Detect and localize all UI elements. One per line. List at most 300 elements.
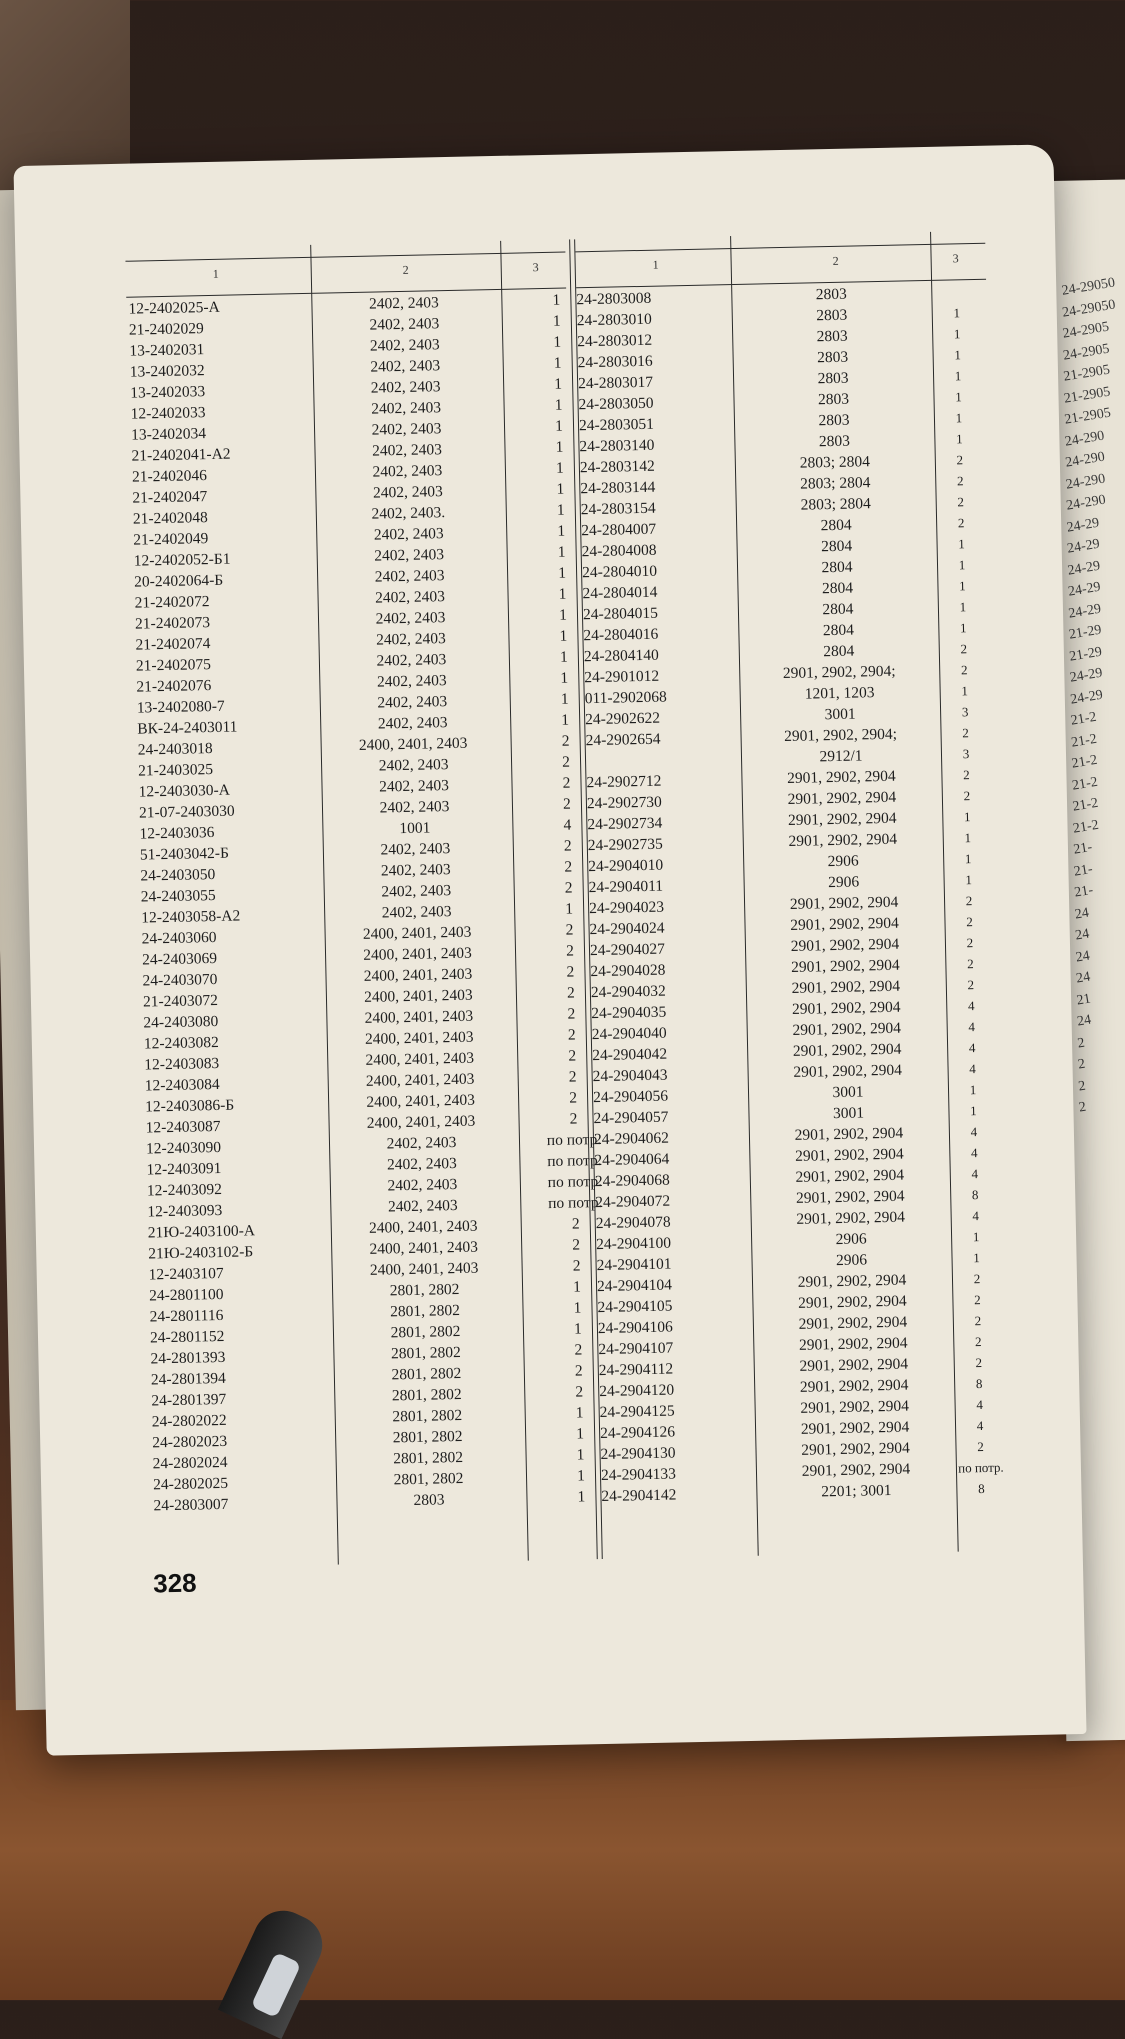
- quantity: 8: [975, 1376, 983, 1392]
- book-page: [13, 144, 1086, 1755]
- quantity: 4: [563, 816, 572, 834]
- part-code: 24-2902730: [586, 793, 663, 813]
- quantity: 1: [556, 501, 565, 519]
- part-code: 21-2402074: [135, 635, 211, 654]
- section-ref: 2400, 2401, 2403: [364, 1028, 474, 1048]
- next-page-fragment: 21-2905: [1063, 405, 1112, 428]
- part-code: 24-2904040: [591, 1024, 667, 1044]
- section-ref: 2901, 2902, 2904;: [782, 662, 896, 683]
- section-ref: 2901, 2902, 2904: [791, 977, 901, 997]
- section-ref: 2400, 2401, 2403: [366, 1091, 476, 1111]
- part-code: 24-2804007: [581, 520, 657, 540]
- next-page-fragment: 24-29050: [1061, 296, 1117, 321]
- quantity: 3: [962, 746, 970, 762]
- section-ref: 2402, 2403: [372, 462, 443, 481]
- quantity: по потр.: [547, 1172, 603, 1192]
- part-code: 24-2904028: [590, 961, 666, 981]
- part-code: 12-2403082: [143, 1033, 219, 1053]
- section-ref: 2804: [821, 558, 853, 577]
- section-ref: 2402, 2403: [374, 546, 445, 565]
- part-code: 12-2402025-А: [128, 298, 220, 318]
- part-code: 24-2904105: [597, 1297, 673, 1317]
- section-ref: 2400, 2401, 2403: [365, 1070, 475, 1090]
- section-ref: 2901, 2902, 2904: [796, 1208, 906, 1228]
- quantity: 2: [567, 1005, 576, 1023]
- section-ref: 2803: [816, 306, 848, 325]
- part-code: 12-2403086-Б: [145, 1096, 235, 1116]
- section-ref: 2402, 2403.: [371, 504, 446, 523]
- quantity: 1: [963, 809, 971, 825]
- part-code: 24-2904100: [596, 1234, 672, 1254]
- quantity: 1: [573, 1299, 582, 1317]
- quantity: 2: [569, 1089, 578, 1107]
- section-ref: 3001: [824, 705, 856, 724]
- part-code: 21-2402075: [135, 656, 212, 675]
- part-code: 24-2904056: [592, 1087, 669, 1107]
- quantity: 1: [972, 1229, 980, 1245]
- section-ref: 2901, 2902, 2904: [801, 1460, 911, 1480]
- quantity: 1: [953, 326, 961, 342]
- section-ref: 2803: [817, 369, 849, 388]
- quantity: 1: [573, 1320, 582, 1338]
- section-ref: 2901, 2902, 2904: [790, 914, 899, 934]
- quantity: 1: [964, 830, 972, 846]
- section-ref: 2912/1: [819, 747, 863, 766]
- quantity: 4: [970, 1124, 978, 1140]
- next-page-fragment: 24: [1073, 905, 1091, 923]
- next-page-fragment: 24-29: [1067, 579, 1102, 600]
- quantity: 2: [565, 942, 575, 960]
- next-page-fragment: 2: [1077, 1099, 1088, 1116]
- quantity: 4: [976, 1418, 984, 1434]
- part-code: 21-2402041-А2: [131, 445, 231, 465]
- next-page-fragment: 24-29: [1065, 515, 1101, 536]
- next-page-fragment: 2: [1077, 1078, 1087, 1095]
- section-ref: 2402, 2403: [378, 777, 450, 796]
- quantity: 1: [554, 396, 563, 414]
- section-ref: 2901, 2902, 2904: [787, 767, 896, 787]
- quantity: по потр.: [547, 1151, 602, 1171]
- part-code: 24-2801116: [149, 1306, 224, 1326]
- part-code: 24-2902654: [585, 730, 661, 750]
- quantity: по потр.: [547, 1193, 603, 1213]
- section-ref: 2801, 2802: [393, 1469, 464, 1489]
- quantity: 2: [963, 767, 970, 783]
- section-ref: 2801, 2802: [391, 1385, 462, 1405]
- section-ref: 2803; 2804: [799, 453, 871, 472]
- part-code: 24-2403069: [141, 949, 218, 969]
- quantity: 1: [575, 1404, 584, 1422]
- quantity: 1: [965, 872, 973, 888]
- section-ref: 2402, 2403: [387, 1196, 458, 1216]
- next-page-fragment: 24-290: [1064, 471, 1107, 493]
- section-ref: 2801, 2802: [390, 1343, 461, 1363]
- part-code: 12-2403093: [147, 1201, 223, 1221]
- quantity: 1: [964, 851, 972, 867]
- section-ref: 2402, 2403: [369, 336, 440, 355]
- quantity: 2: [561, 732, 570, 750]
- part-code: 24-2803144: [580, 478, 656, 498]
- part-code: 24-2902734: [587, 814, 663, 834]
- section-ref: 2402, 2403: [369, 315, 440, 334]
- quantity: 1: [554, 417, 564, 435]
- next-page-fragment: 24-2905: [1062, 340, 1111, 364]
- quantity: 4: [968, 1019, 976, 1035]
- quantity: 1: [577, 1488, 586, 1506]
- quantity: 1: [557, 543, 566, 561]
- quantity: 2: [963, 788, 971, 804]
- right-section-column: [736, 282, 951, 1504]
- section-ref: 2803: [817, 390, 850, 409]
- next-page-fragment: 24-29: [1067, 601, 1103, 622]
- quantity: 1: [576, 1467, 586, 1485]
- section-ref: 2801, 2802: [392, 1406, 463, 1426]
- part-code: 24-2904078: [595, 1213, 671, 1233]
- section-ref: 2906: [835, 1230, 867, 1249]
- next-page-fragment: 21-2: [1070, 752, 1099, 772]
- section-ref: 2803; 2804: [800, 474, 871, 493]
- part-code: 24-2803154: [580, 499, 656, 519]
- section-ref: 2901, 2902, 2904: [798, 1313, 908, 1333]
- quantity: 4: [970, 1145, 978, 1161]
- quantity: 2: [960, 662, 968, 678]
- section-ref: 2402, 2403: [387, 1175, 458, 1195]
- part-code: 21-2402046: [131, 467, 208, 486]
- part-code: 12-2403058-А2: [141, 907, 241, 927]
- part-code: 24-2403018: [137, 740, 213, 759]
- part-code: 24-2403080: [143, 1012, 219, 1032]
- quantity: 2: [965, 893, 973, 909]
- section-ref: 2402, 2403: [368, 294, 439, 313]
- quantity: 2: [564, 879, 573, 897]
- section-ref: 2901, 2902, 2904: [790, 956, 900, 976]
- quantity: 1: [559, 627, 568, 645]
- part-code: 24-2904072: [595, 1192, 671, 1212]
- next-page-fragment: 21-2: [1071, 774, 1099, 794]
- quantity: 2: [977, 1439, 984, 1455]
- section-ref: 2901, 2902, 2904: [799, 1355, 909, 1375]
- part-code: 12-2403107: [148, 1264, 224, 1284]
- section-ref: 2400, 2401, 2403: [363, 965, 473, 985]
- header-col-2: 2: [402, 262, 409, 277]
- part-code: 24-2801394: [150, 1369, 227, 1389]
- part-code: 24-2904125: [599, 1402, 675, 1422]
- page-number: 328: [152, 1567, 197, 1599]
- section-ref: 3001: [832, 1083, 864, 1102]
- part-code: 12-2402052-Б1: [133, 550, 231, 570]
- section-ref: 2803: [816, 327, 848, 346]
- next-page-fragment: 21-: [1072, 861, 1094, 880]
- section-ref: 2801, 2802: [391, 1364, 462, 1384]
- section-ref: 2402, 2403: [379, 798, 450, 817]
- next-page-fragment: 21-2: [1069, 709, 1098, 729]
- section-ref: 2402, 2403: [381, 903, 452, 922]
- quantity: 2: [567, 1026, 576, 1044]
- quantity: 4: [967, 998, 975, 1014]
- section-ref: 2402, 2403: [370, 378, 441, 397]
- quantity: 2: [565, 921, 574, 939]
- part-code: 24-2904064: [594, 1150, 670, 1170]
- part-code: 24-2803142: [579, 457, 655, 477]
- part-code: 21-2402048: [132, 509, 208, 528]
- part-code: 12-2403030-А: [138, 781, 231, 801]
- section-ref: 2901, 2902, 2904: [789, 893, 899, 913]
- next-page-fragment: 24-290: [1063, 428, 1106, 450]
- next-page-fragments: [1060, 275, 1125, 1119]
- section-ref: 2402, 2403: [386, 1134, 457, 1153]
- part-code: 24-2904062: [593, 1129, 670, 1149]
- part-code: 24-2902712: [586, 772, 662, 792]
- section-ref: 2801, 2802: [390, 1322, 461, 1342]
- section-ref: 2400, 2401, 2403: [368, 1217, 478, 1237]
- section-ref: 2402, 2403: [375, 588, 446, 607]
- quantity: 2: [956, 452, 964, 468]
- section-ref: 2402, 2403: [370, 357, 441, 376]
- section-ref: 2402, 2403: [380, 861, 451, 880]
- part-code: 24-2801100: [148, 1285, 224, 1305]
- quantity: 1: [558, 564, 567, 582]
- section-ref: 2402, 2403: [375, 609, 446, 628]
- next-page-fragment: 21: [1075, 991, 1092, 1009]
- quantity: 1: [576, 1446, 585, 1464]
- quantity: 4: [971, 1166, 979, 1182]
- quantity: 2: [974, 1313, 982, 1329]
- next-page-fragment: 24: [1074, 948, 1091, 966]
- quantity: 2: [571, 1215, 580, 1233]
- next-page-fragment: 24-290: [1064, 449, 1106, 471]
- next-page-fragment: 24-29: [1066, 536, 1101, 557]
- part-code: 24-2403050: [140, 865, 216, 885]
- quantity: 1: [954, 368, 962, 384]
- quantity: 2: [962, 725, 969, 741]
- part-code: 24-2802024: [152, 1453, 228, 1473]
- part-code: 24-2904133: [600, 1465, 677, 1485]
- part-code: 24-2904032: [590, 982, 666, 1002]
- quantity: 2: [967, 977, 975, 993]
- quantity: 2: [569, 1110, 578, 1128]
- section-ref: 3001: [832, 1104, 865, 1123]
- part-code: 24-2904027: [589, 940, 666, 960]
- section-ref: 2901, 2902, 2904: [792, 1019, 902, 1039]
- section-ref: 1001: [399, 819, 431, 838]
- quantity: 1: [955, 389, 962, 405]
- quantity: 2: [973, 1271, 981, 1287]
- quantity: 2: [974, 1292, 981, 1308]
- part-code: 12-2403091: [146, 1159, 222, 1179]
- section-ref: 2901, 2902, 2904: [791, 998, 901, 1018]
- part-code: 24-2804016: [583, 625, 659, 645]
- quantity: 1: [959, 620, 967, 636]
- quantity: 1: [558, 606, 568, 624]
- quantity: 1: [954, 347, 962, 363]
- next-page-fragment: 21-2: [1071, 795, 1100, 815]
- quantity: 1: [961, 683, 969, 699]
- part-code: 24-2804014: [582, 583, 658, 603]
- quantity: 8: [971, 1187, 979, 1203]
- section-ref: 2804: [820, 516, 852, 535]
- quantity: 8: [977, 1481, 985, 1497]
- part-code: 24-2803017: [577, 373, 654, 393]
- part-code: 24-2904106: [597, 1318, 674, 1338]
- quantity: 2: [568, 1047, 577, 1065]
- part-code: 21-2403025: [137, 761, 214, 780]
- quantity: 1: [969, 1082, 977, 1098]
- section-ref: 2901, 2902, 2904: [787, 809, 897, 829]
- quantity: 1: [959, 578, 966, 594]
- part-code: 24-2904126: [599, 1423, 676, 1443]
- quantity: по потр.: [546, 1130, 602, 1150]
- next-page-fragment: 24: [1074, 926, 1091, 944]
- section-ref: 2400, 2401, 2403: [364, 1007, 474, 1027]
- part-code: 24-2904104: [596, 1276, 673, 1296]
- section-ref: 2901, 2902, 2904: [797, 1271, 907, 1291]
- section-ref: 2901, 2902, 2904: [793, 1061, 903, 1081]
- part-code: 21-2402029: [128, 320, 205, 339]
- part-code: 24-2804015: [582, 604, 659, 624]
- part-code: 21-2402049: [133, 530, 209, 549]
- quantity: 1: [973, 1250, 980, 1266]
- part-code: 24-2902622: [585, 709, 661, 729]
- quantity: 1: [559, 648, 568, 666]
- part-code: 24-2901012: [584, 667, 660, 687]
- section-ref: 2400, 2401, 2403: [363, 944, 472, 964]
- next-page-fragment: 2: [1076, 1056, 1087, 1073]
- part-code: 24-2904112: [598, 1360, 674, 1380]
- quantity: 4: [968, 1040, 976, 1056]
- part-code: 24-2904057: [593, 1108, 669, 1128]
- section-ref: 2901, 2902, 2904: [795, 1187, 905, 1207]
- section-ref: 2402, 2403: [373, 525, 444, 544]
- part-code: 12-2403092: [146, 1180, 223, 1200]
- part-code: 24-2803050: [578, 394, 654, 414]
- part-code: 24-2803010: [576, 310, 652, 330]
- part-code: 24-2904101: [596, 1255, 672, 1275]
- section-ref: 2803: [413, 1491, 445, 1509]
- part-code: 24-2802025: [152, 1474, 229, 1494]
- part-code: 24-2801152: [149, 1327, 225, 1347]
- part-code: 24-2803016: [577, 352, 653, 372]
- part-code: 24-2403070: [142, 970, 218, 990]
- part-code: ВК-24-2403011: [137, 718, 238, 738]
- next-page-fragment: 24-290: [1065, 492, 1107, 514]
- part-code: 24-2403060: [141, 928, 217, 948]
- next-page-fragment: 21-2: [1072, 817, 1100, 837]
- part-code: 12-2403084: [144, 1075, 220, 1095]
- section-ref: 2402, 2403: [375, 630, 447, 649]
- quantity: [931, 281, 981, 303]
- section-ref: 2901, 2902, 2904: [799, 1376, 909, 1396]
- part-code: 12-2402033: [130, 404, 206, 423]
- part-code: 51-2403042-Б: [139, 844, 230, 864]
- part-code: 24-2904130: [600, 1444, 676, 1464]
- quantity: 2: [562, 795, 572, 813]
- section-ref: 1201, 1203: [804, 684, 875, 703]
- part-code: 24-2803012: [577, 331, 653, 351]
- quantity: 1: [560, 669, 569, 687]
- section-ref: 2402, 2403: [371, 420, 442, 439]
- quantity: 4: [976, 1397, 984, 1413]
- section-ref: 2906: [827, 873, 860, 892]
- part-code: 21-2402047: [132, 488, 208, 507]
- section-ref: 2801, 2802: [393, 1448, 464, 1468]
- part-code: 24-2904120: [599, 1381, 675, 1401]
- part-code: 12-2403036: [139, 824, 215, 843]
- section-ref: 2400, 2401, 2403: [364, 986, 473, 1006]
- section-ref: 2400, 2401, 2403: [366, 1112, 476, 1132]
- part-code: 21-2403072: [142, 991, 219, 1011]
- quantity: 1: [970, 1103, 977, 1119]
- part-code: 011-2902068: [584, 688, 667, 708]
- quantity: 2: [574, 1341, 583, 1359]
- section-ref: 2402, 2403: [377, 693, 448, 712]
- section-ref: 2402, 2403: [377, 714, 448, 733]
- part-code: 24-2804140: [583, 646, 659, 666]
- part-code: 24-2803051: [578, 415, 655, 435]
- part-code: 24-2803008: [576, 289, 652, 309]
- left-section-column: [316, 291, 516, 1512]
- quantity: 2: [957, 515, 965, 531]
- part-code: 24-2902735: [587, 835, 663, 855]
- part-code: 24-2804010: [581, 562, 658, 582]
- section-ref: 2804: [822, 600, 854, 619]
- quantity: 2: [563, 837, 572, 855]
- quantity: 2: [960, 641, 968, 657]
- quantity: 1: [953, 305, 961, 321]
- quantity: 2: [568, 1068, 577, 1086]
- quantity: 1: [556, 480, 565, 498]
- section-ref: 2901, 2902, 2904: [792, 1040, 902, 1060]
- part-code: 24-2904068: [594, 1171, 670, 1191]
- section-ref: 2400, 2401, 2403: [362, 923, 472, 943]
- quantity: 1: [552, 312, 561, 330]
- part-code: 13-2402080-7: [136, 697, 225, 717]
- quantity: 1: [558, 585, 567, 603]
- section-ref: 2801, 2802: [389, 1280, 460, 1300]
- section-ref: 2804: [822, 621, 855, 640]
- section-ref: 2901, 2902, 2904: [798, 1292, 907, 1312]
- quantity: 2: [562, 774, 571, 792]
- section-ref: 2803: [818, 432, 851, 451]
- part-code: 12-2403090: [145, 1138, 222, 1158]
- section-ref: 2402, 2403: [381, 882, 452, 901]
- quantity: 1: [959, 599, 967, 615]
- part-code: 13-2402032: [129, 362, 205, 381]
- header-col-1-right: 1: [652, 257, 659, 272]
- part-code: 20-2402064-Б: [134, 571, 224, 591]
- section-ref: 2400, 2401, 2403: [358, 734, 468, 754]
- quantity: 2: [974, 1334, 982, 1350]
- next-page-fragment: 24-29: [1068, 665, 1104, 686]
- next-page-fragment: 2: [1076, 1035, 1086, 1052]
- section-ref: 2901, 2902, 2904: [794, 1124, 904, 1144]
- header-col-1: 1: [212, 266, 219, 281]
- next-page-fragment: 21-: [1072, 839, 1094, 858]
- part-code: 24-2904142: [601, 1486, 677, 1506]
- part-code: 24-2904010: [588, 856, 664, 876]
- section-ref: 2402, 2403: [378, 756, 449, 775]
- section-ref: 2901, 2902, 2904: [787, 788, 897, 808]
- quantity: 2: [566, 984, 575, 1002]
- section-ref: 2801, 2802: [389, 1301, 461, 1321]
- section-ref: 2402, 2403: [380, 840, 451, 859]
- section-ref: 2400, 2401, 2403: [369, 1259, 479, 1279]
- part-code: 24-2904043: [592, 1066, 668, 1086]
- next-page-fragment: 24-29: [1069, 687, 1104, 708]
- section-ref: 2201; 3001: [821, 1481, 892, 1501]
- next-page-fragment: 24: [1075, 969, 1092, 987]
- part-code: 13-2402031: [129, 341, 205, 360]
- part-code: 21-2402072: [134, 593, 210, 612]
